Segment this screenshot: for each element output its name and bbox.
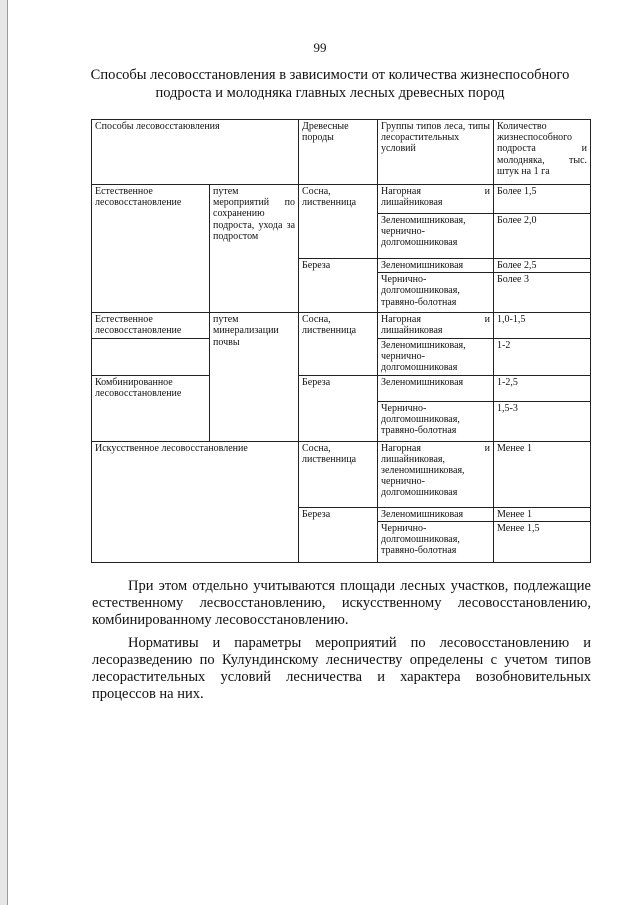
title-line-2: подроста и молодняка главных лесных древесных пород — [155, 85, 505, 101]
quantity-cell: 1-2,5 — [494, 375, 591, 401]
quantity-cell: 1,0-1,5 — [494, 313, 591, 338]
forest-cell: Зеленомишниковая — [378, 259, 494, 273]
quantity-cell: Более 2,5 — [494, 259, 591, 273]
quantity-cell: Более 2,0 — [494, 214, 591, 259]
table-row — [92, 441, 591, 507]
species-cell: Береза — [299, 375, 378, 441]
forest-cell: Зеленомишниковая — [378, 507, 494, 521]
header-species: Древесные породы — [299, 120, 378, 185]
method-cell: Комбинированное лесовосстановление — [92, 375, 210, 441]
quantity-cell: Менее 1 — [494, 507, 591, 521]
quantity-cell: 1-2 — [494, 338, 591, 375]
header-method: Способы лесовосстаювления — [92, 120, 299, 185]
empty-method-cell — [92, 338, 210, 375]
table-title — [60, 66, 600, 102]
scan-edge-line — [7, 0, 8, 905]
forest-cell: Чернично-долгомошниковая, травяно-болотная — [378, 521, 494, 562]
forest-cell: Чернично-долгомошниковая, травяно-болотная — [378, 273, 494, 313]
forest-cell: Зеленомишниковая, чернично-долгомошниковая — [378, 214, 494, 259]
quantity-cell: Менее 1 — [494, 441, 591, 507]
header-forest-groups: Группы типов леса, типы лесорастительных условий — [378, 120, 494, 185]
scan-edge — [0, 0, 7, 905]
measure-cell: путем минерализации почвы — [210, 313, 299, 441]
reforestation-table — [91, 119, 591, 563]
page-number: 99 — [313, 40, 327, 55]
species-cell: Сосна, лиственница — [299, 313, 378, 375]
species-cell: Сосна, лиственница — [299, 185, 378, 259]
title-line-1: Способы лесовосстановления в зависимости от количества жизнеспособного — [90, 67, 570, 83]
quantity-cell: Более 1,5 — [494, 185, 591, 214]
forest-cell: Нагорная и лишайниковая — [378, 185, 494, 214]
quantity-cell: 1,5-3 — [494, 401, 591, 441]
species-cell: Береза — [299, 259, 378, 313]
method-cell: Естественное лесовосстановление — [92, 185, 210, 313]
forest-cell: Чернично-долгомошниковая, травяно-болотная — [378, 401, 494, 441]
forest-cell: Зеленомишниковая — [378, 375, 494, 401]
method-cell: Искусственное лесовосстановление — [92, 441, 299, 562]
forest-cell: Нагорная и лишайниковая — [378, 313, 494, 338]
measure-cell: путем мероприятий по сохранению подроста, ухода за подростом — [210, 185, 299, 313]
forest-cell: Нагорная и лишайниковая, зеленомишниковая, чернично-долгомошниковая — [378, 441, 494, 507]
method-cell: Естественное лесовосстановление — [92, 313, 210, 338]
paragraph-2: Нормативы и параметры мероприятий по лесовосстановлению и лесоразведению по Кулундинскому лесничеству определены с учетом типов лесорастительных условий лесничества и характера возобновительных процессов на них. — [92, 635, 591, 702]
species-cell: Сосна, лиственница — [299, 441, 378, 507]
table-row — [92, 313, 591, 338]
quantity-cell: Более 3 — [494, 273, 591, 313]
header-quantity: Количество жизнеспособного подроста и молодняка, тыс. штук на 1 га — [494, 120, 591, 185]
species-cell: Береза — [299, 507, 378, 562]
quantity-cell: Менее 1,5 — [494, 521, 591, 562]
paragraph-1: При этом отдельно учитываются площади лесных участков, подлежащие естественному лесвосстановлению, искусственному лесовосстановлению, комбинированному лесовосстановлению. — [92, 578, 591, 628]
header-row — [92, 120, 591, 185]
table-row — [92, 185, 591, 214]
forest-cell: Зеленомишниковая, чернично-долгомошниковая — [378, 338, 494, 375]
table-row — [92, 375, 591, 401]
